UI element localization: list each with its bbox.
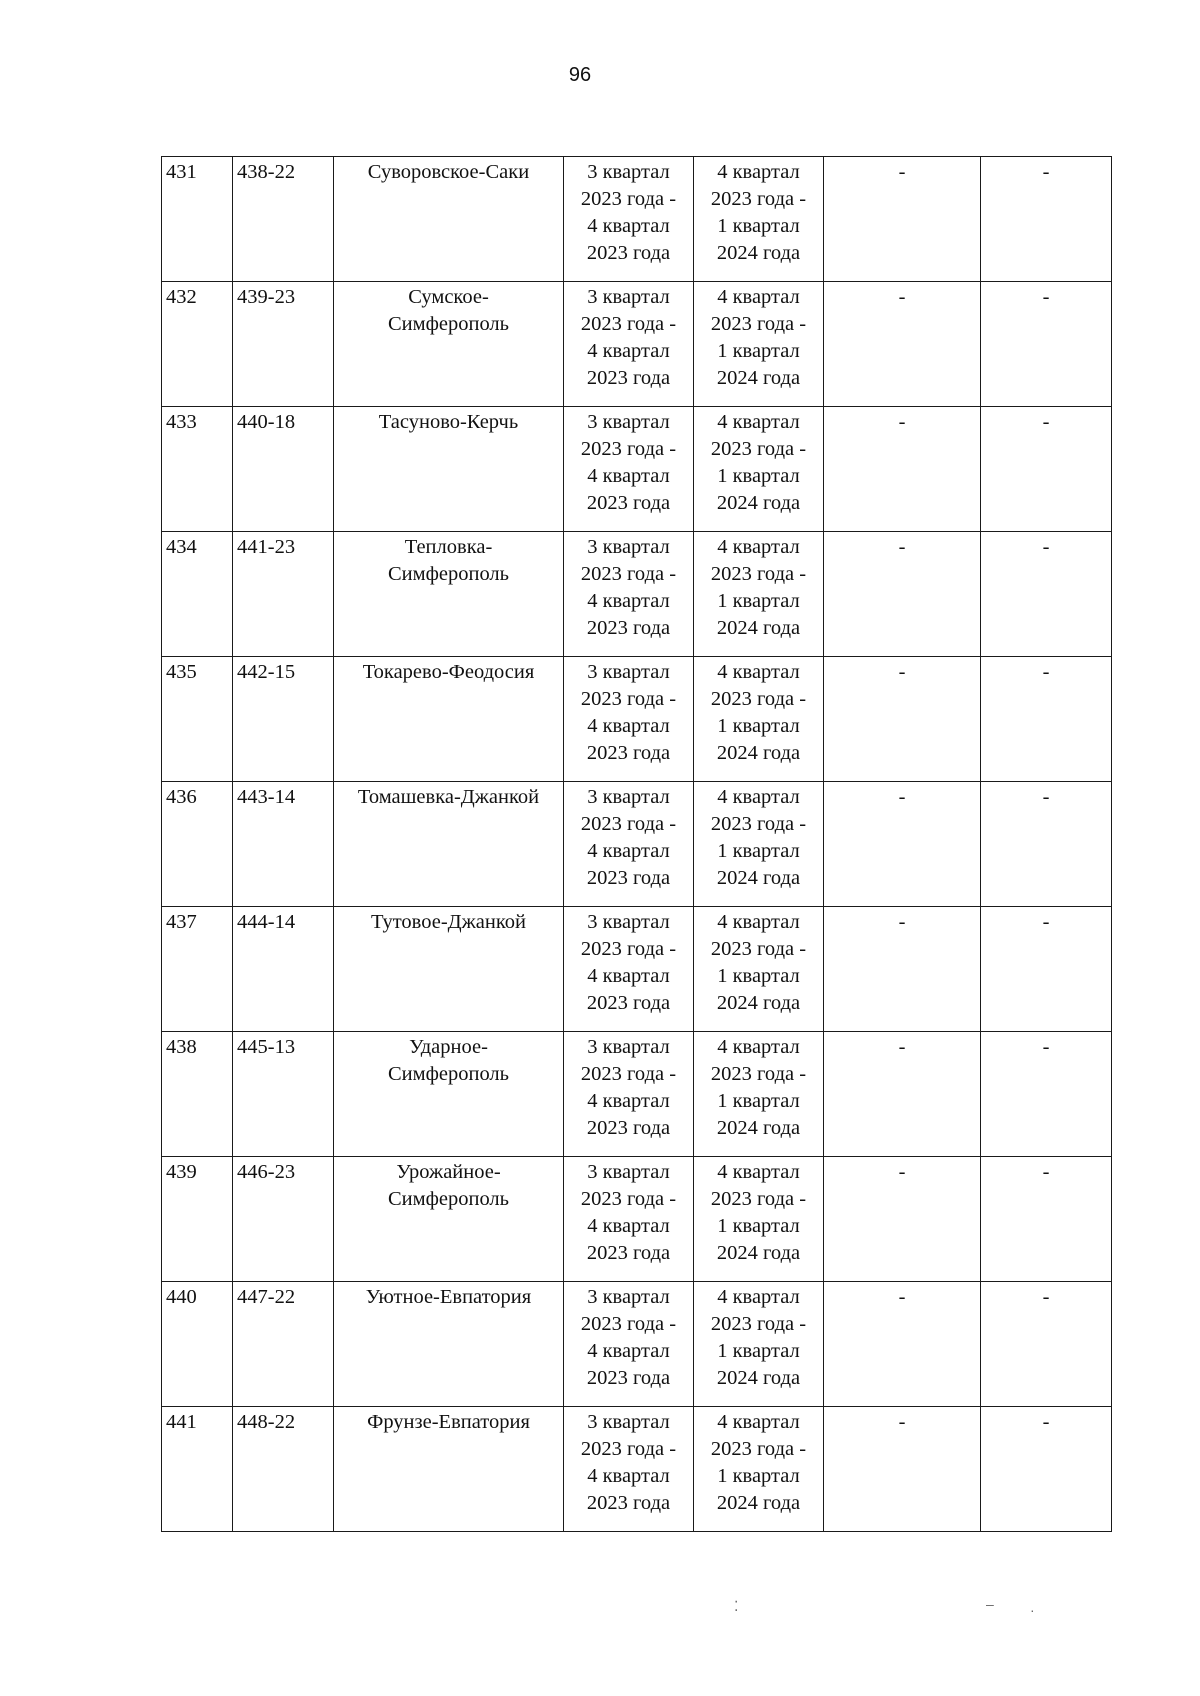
start-period-cell	[564, 1032, 694, 1157]
start-period-line: 2023 года	[586, 492, 671, 514]
routes-table-body	[162, 157, 1112, 1532]
end-period-line: 2023 года -	[710, 313, 807, 335]
route-code-cell: 447-22	[233, 1282, 334, 1407]
route-name-line: Томашевка-Джанкой	[357, 786, 540, 808]
route-name-line: Симферополь	[387, 563, 510, 585]
end-period-line: 4 квартал	[717, 1161, 800, 1183]
start-period-line: 2023 года	[586, 617, 671, 639]
end-period-line: 1 квартал	[717, 590, 800, 612]
table-row	[162, 282, 1112, 407]
empty-value-cell: -	[824, 1157, 981, 1282]
start-period-line: 2023 года -	[580, 1313, 677, 1335]
table-row	[162, 657, 1112, 782]
route-code-cell: 445-13	[233, 1032, 334, 1157]
start-period-line: 4 квартал	[587, 1215, 670, 1237]
start-period-line: 2023 года	[586, 1117, 671, 1139]
end-period-line: 2023 года -	[710, 1313, 807, 1335]
end-period-line: 1 квартал	[717, 715, 800, 737]
route-name-line: Симферополь	[387, 313, 510, 335]
start-period-line: 3 квартал	[587, 536, 670, 558]
end-period-line: 4 квартал	[717, 411, 800, 433]
end-period-line: 2024 года	[716, 1492, 801, 1514]
route-code-cell: 443-14	[233, 782, 334, 907]
end-period-line: 1 квартал	[717, 1340, 800, 1362]
route-name-cell	[334, 1032, 564, 1157]
start-period-line: 2023 года	[586, 742, 671, 764]
route-name-line: Суворовское-Саки	[367, 161, 530, 183]
end-period-line: 2024 года	[716, 492, 801, 514]
route-name-line: Тутовое-Джанкой	[370, 911, 526, 933]
start-period-line: 3 квартал	[587, 411, 670, 433]
empty-value-cell: -	[824, 407, 981, 532]
end-period-line: 1 квартал	[717, 840, 800, 862]
start-period-line: 2023 года -	[580, 188, 677, 210]
empty-value-cell: -	[981, 1157, 1112, 1282]
start-period-cell	[564, 782, 694, 907]
route-name-cell	[334, 782, 564, 907]
end-period-line: 1 квартал	[717, 1465, 800, 1487]
start-period-line: 2023 года	[586, 867, 671, 889]
route-name-cell	[334, 1407, 564, 1532]
end-period-cell	[694, 157, 824, 282]
route-name-cell	[334, 532, 564, 657]
start-period-line: 3 квартал	[587, 1036, 670, 1058]
row-number-cell: 438	[162, 1032, 233, 1157]
empty-value-cell: -	[981, 1282, 1112, 1407]
route-name-cell	[334, 1157, 564, 1282]
empty-value-cell: -	[824, 1282, 981, 1407]
end-period-line: 4 квартал	[717, 536, 800, 558]
table-row	[162, 907, 1112, 1032]
end-period-line: 2023 года -	[710, 438, 807, 460]
start-period-line: 2023 года -	[580, 563, 677, 585]
end-period-line: 2024 года	[716, 1242, 801, 1264]
row-number-cell: 440	[162, 1282, 233, 1407]
route-code-cell: 439-23	[233, 282, 334, 407]
end-period-line: 2023 года -	[710, 1438, 807, 1460]
end-period-line: 4 квартал	[717, 786, 800, 808]
end-period-cell	[694, 1407, 824, 1532]
start-period-line: 2023 года	[586, 1492, 671, 1514]
scan-speck: ⁚	[734, 1598, 739, 1614]
empty-value-cell: -	[981, 532, 1112, 657]
empty-value-cell: -	[824, 1032, 981, 1157]
end-period-line: 4 квартал	[717, 1286, 800, 1308]
start-period-cell	[564, 282, 694, 407]
start-period-line: 2023 года	[586, 1367, 671, 1389]
row-number-cell: 436	[162, 782, 233, 907]
route-name-line: Симферополь	[387, 1188, 510, 1210]
end-period-line: 1 квартал	[717, 1090, 800, 1112]
empty-value-cell: -	[824, 657, 981, 782]
start-period-line: 2023 года	[586, 1242, 671, 1264]
empty-value-cell: -	[981, 1407, 1112, 1532]
table-row	[162, 1407, 1112, 1532]
empty-value-cell: -	[981, 657, 1112, 782]
route-name-line: Токарево-Феодосия	[362, 661, 535, 683]
end-period-line: 2024 года	[716, 1117, 801, 1139]
end-period-cell	[694, 657, 824, 782]
route-name-line: Ударное-	[409, 1036, 488, 1058]
route-code-cell: 448-22	[233, 1407, 334, 1532]
end-period-line: 2024 года	[716, 367, 801, 389]
route-code-cell: 442-15	[233, 657, 334, 782]
end-period-line: 2023 года -	[710, 938, 807, 960]
start-period-line: 2023 года -	[580, 813, 677, 835]
empty-value-cell: -	[824, 782, 981, 907]
end-period-cell	[694, 1157, 824, 1282]
start-period-cell	[564, 657, 694, 782]
empty-value-cell: -	[981, 157, 1112, 282]
start-period-line: 2023 года	[586, 367, 671, 389]
start-period-line: 2023 года -	[580, 313, 677, 335]
start-period-line: 2023 года	[586, 992, 671, 1014]
route-code-cell: 441-23	[233, 532, 334, 657]
end-period-line: 1 квартал	[717, 1215, 800, 1237]
empty-value-cell: -	[824, 157, 981, 282]
table-row	[162, 532, 1112, 657]
start-period-line: 4 квартал	[587, 1340, 670, 1362]
start-period-cell	[564, 1407, 694, 1532]
table-row	[162, 1032, 1112, 1157]
start-period-line: 4 квартал	[587, 840, 670, 862]
start-period-line: 4 квартал	[587, 1465, 670, 1487]
routes-table	[161, 156, 1112, 1532]
start-period-line: 4 квартал	[587, 1090, 670, 1112]
start-period-line: 4 квартал	[587, 590, 670, 612]
end-period-line: 1 квартал	[717, 215, 800, 237]
end-period-line: 2023 года -	[710, 813, 807, 835]
end-period-line: 4 квартал	[717, 661, 800, 683]
end-period-cell	[694, 532, 824, 657]
start-period-line: 3 квартал	[587, 286, 670, 308]
end-period-line: 2023 года -	[710, 1063, 807, 1085]
end-period-line: 4 квартал	[717, 161, 800, 183]
start-period-line: 3 квартал	[587, 661, 670, 683]
row-number-cell: 439	[162, 1157, 233, 1282]
route-code-cell: 440-18	[233, 407, 334, 532]
start-period-line: 2023 года -	[580, 1063, 677, 1085]
start-period-line: 2023 года -	[580, 688, 677, 710]
route-name-line: Урожайное-	[396, 1161, 501, 1183]
start-period-line: 3 квартал	[587, 911, 670, 933]
end-period-line: 1 квартал	[717, 465, 800, 487]
start-period-line: 3 квартал	[587, 1286, 670, 1308]
end-period-cell	[694, 907, 824, 1032]
row-number-cell: 441	[162, 1407, 233, 1532]
route-name-cell	[334, 1282, 564, 1407]
end-period-line: 1 квартал	[717, 340, 800, 362]
end-period-cell	[694, 282, 824, 407]
end-period-line: 4 квартал	[717, 286, 800, 308]
start-period-line: 2023 года	[586, 242, 671, 264]
end-period-line: 2024 года	[716, 617, 801, 639]
table-row	[162, 1282, 1112, 1407]
end-period-line: 2024 года	[716, 867, 801, 889]
empty-value-cell: -	[824, 282, 981, 407]
end-period-cell	[694, 1032, 824, 1157]
end-period-cell	[694, 782, 824, 907]
route-name-cell	[334, 282, 564, 407]
row-number-cell: 431	[162, 157, 233, 282]
empty-value-cell: -	[981, 282, 1112, 407]
route-name-cell	[334, 907, 564, 1032]
row-number-cell: 437	[162, 907, 233, 1032]
start-period-line: 3 квартал	[587, 161, 670, 183]
row-number-cell: 432	[162, 282, 233, 407]
scan-speck: –	[986, 1596, 994, 1612]
start-period-cell	[564, 157, 694, 282]
end-period-line: 2023 года -	[710, 563, 807, 585]
end-period-line: 2024 года	[716, 242, 801, 264]
end-period-line: 2023 года -	[710, 1188, 807, 1210]
empty-value-cell: -	[981, 907, 1112, 1032]
start-period-line: 4 квартал	[587, 715, 670, 737]
route-code-cell: 446-23	[233, 1157, 334, 1282]
end-period-cell	[694, 1282, 824, 1407]
route-code-cell: 438-22	[233, 157, 334, 282]
row-number-cell: 434	[162, 532, 233, 657]
route-name-line: Тасуново-Керчь	[378, 411, 519, 433]
start-period-line: 4 квартал	[587, 340, 670, 362]
end-period-line: 2024 года	[716, 1367, 801, 1389]
end-period-line: 2024 года	[716, 742, 801, 764]
empty-value-cell: -	[981, 407, 1112, 532]
route-name-line: Симферополь	[387, 1063, 510, 1085]
start-period-line: 3 квартал	[587, 1411, 670, 1433]
start-period-cell	[564, 532, 694, 657]
start-period-line: 2023 года -	[580, 438, 677, 460]
route-name-line: Сумское-	[408, 286, 489, 308]
route-name-line: Уютное-Евпатория	[365, 1286, 532, 1308]
page-number: 96	[568, 64, 592, 86]
empty-value-cell: -	[981, 1032, 1112, 1157]
start-period-line: 2023 года -	[580, 1438, 677, 1460]
table-row	[162, 1157, 1112, 1282]
end-period-line: 1 квартал	[717, 965, 800, 987]
route-name-cell	[334, 157, 564, 282]
route-code-cell: 444-14	[233, 907, 334, 1032]
end-period-line: 2023 года -	[710, 688, 807, 710]
start-period-cell	[564, 907, 694, 1032]
start-period-cell	[564, 1282, 694, 1407]
start-period-cell	[564, 407, 694, 532]
start-period-line: 4 квартал	[587, 965, 670, 987]
scan-speck: ·	[1030, 1602, 1035, 1618]
start-period-line: 4 квартал	[587, 215, 670, 237]
start-period-line: 4 квартал	[587, 465, 670, 487]
start-period-cell	[564, 1157, 694, 1282]
route-name-cell	[334, 657, 564, 782]
row-number-cell: 433	[162, 407, 233, 532]
table-row	[162, 782, 1112, 907]
end-period-cell	[694, 407, 824, 532]
end-period-line: 4 квартал	[717, 911, 800, 933]
end-period-line: 4 квартал	[717, 1411, 800, 1433]
start-period-line: 2023 года -	[580, 938, 677, 960]
start-period-line: 3 квартал	[587, 1161, 670, 1183]
route-name-cell	[334, 407, 564, 532]
route-name-line: Тепловка-	[404, 536, 493, 558]
start-period-line: 2023 года -	[580, 1188, 677, 1210]
table-row	[162, 407, 1112, 532]
empty-value-cell: -	[824, 532, 981, 657]
table-row	[162, 157, 1112, 282]
end-period-line: 4 квартал	[717, 1036, 800, 1058]
route-name-line: Фрунзе-Евпатория	[367, 1411, 530, 1433]
empty-value-cell: -	[824, 907, 981, 1032]
empty-value-cell: -	[981, 782, 1112, 907]
empty-value-cell: -	[824, 1407, 981, 1532]
end-period-line: 2024 года	[716, 992, 801, 1014]
end-period-line: 2023 года -	[710, 188, 807, 210]
start-period-line: 3 квартал	[587, 786, 670, 808]
row-number-cell: 435	[162, 657, 233, 782]
